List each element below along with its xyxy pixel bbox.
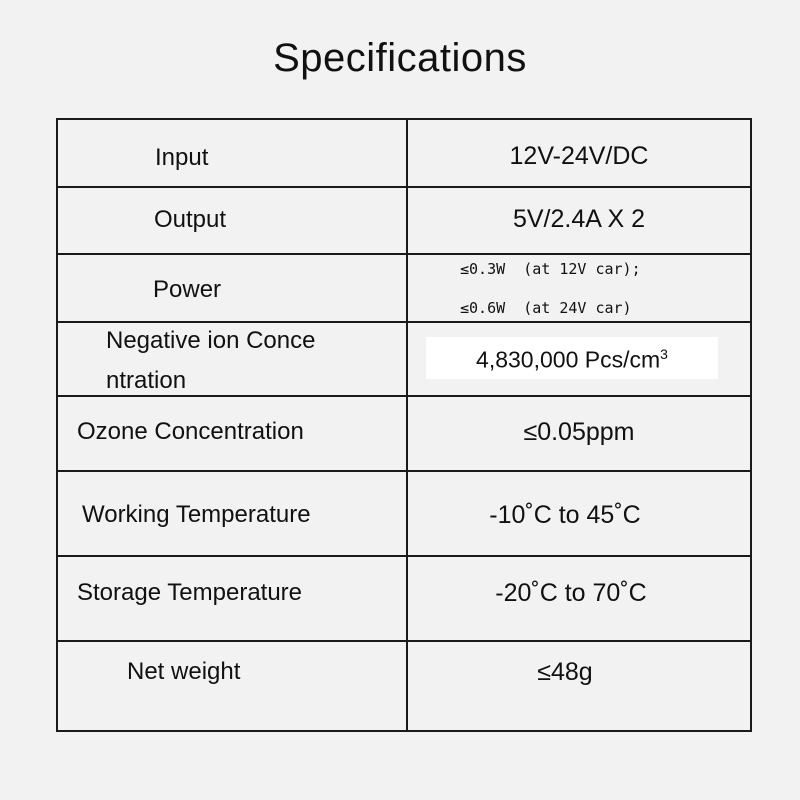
table-border-top	[56, 118, 752, 120]
row-divider	[56, 470, 752, 472]
spec-label-working-temperature: Working Temperature	[82, 501, 311, 528]
table-border-bottom	[56, 730, 752, 732]
spec-value-ozone: ≤0.05ppm	[523, 418, 635, 446]
spec-label-negative-ion-line1: Negative ion Conce	[106, 327, 316, 354]
spec-value-net-weight: ≤48g	[537, 658, 593, 686]
spec-value-output: 5V/2.4A X 2	[512, 205, 646, 233]
row-divider	[56, 555, 752, 557]
spec-value-power-12v: ≤0.3W (at 12V car);	[460, 260, 641, 278]
spec-label-negative-ion-line2: ntration	[106, 367, 187, 394]
spec-label-net-weight: Net weight	[127, 658, 241, 685]
spec-label-input: Input	[155, 144, 209, 171]
spec-value-input: 12V-24V/DC	[509, 142, 649, 170]
spec-value-power-24v: ≤0.6W (at 24V car)	[460, 299, 632, 317]
spec-label-ozone: Ozone Concentration	[77, 418, 304, 445]
spec-value-working-temperature: -10˚C to 45˚C	[489, 501, 641, 529]
row-divider	[56, 640, 752, 642]
negative-ion-value-text: 4,830,000 Pcs/cm	[476, 346, 661, 373]
spec-label-power: Power	[153, 276, 222, 303]
row-divider	[56, 186, 752, 188]
row-divider	[56, 321, 752, 323]
spec-label-storage-temperature: Storage Temperature	[77, 579, 303, 606]
row-divider	[56, 253, 752, 255]
spec-value-negative-ion	[426, 347, 718, 372]
spec-value-storage-temperature: -20˚C to 70˚C	[495, 579, 647, 607]
page-title: Specifications	[273, 36, 527, 80]
row-divider	[56, 395, 752, 397]
negative-ion-unit-superscript: 3	[660, 346, 668, 362]
spec-label-output: Output	[154, 206, 227, 233]
